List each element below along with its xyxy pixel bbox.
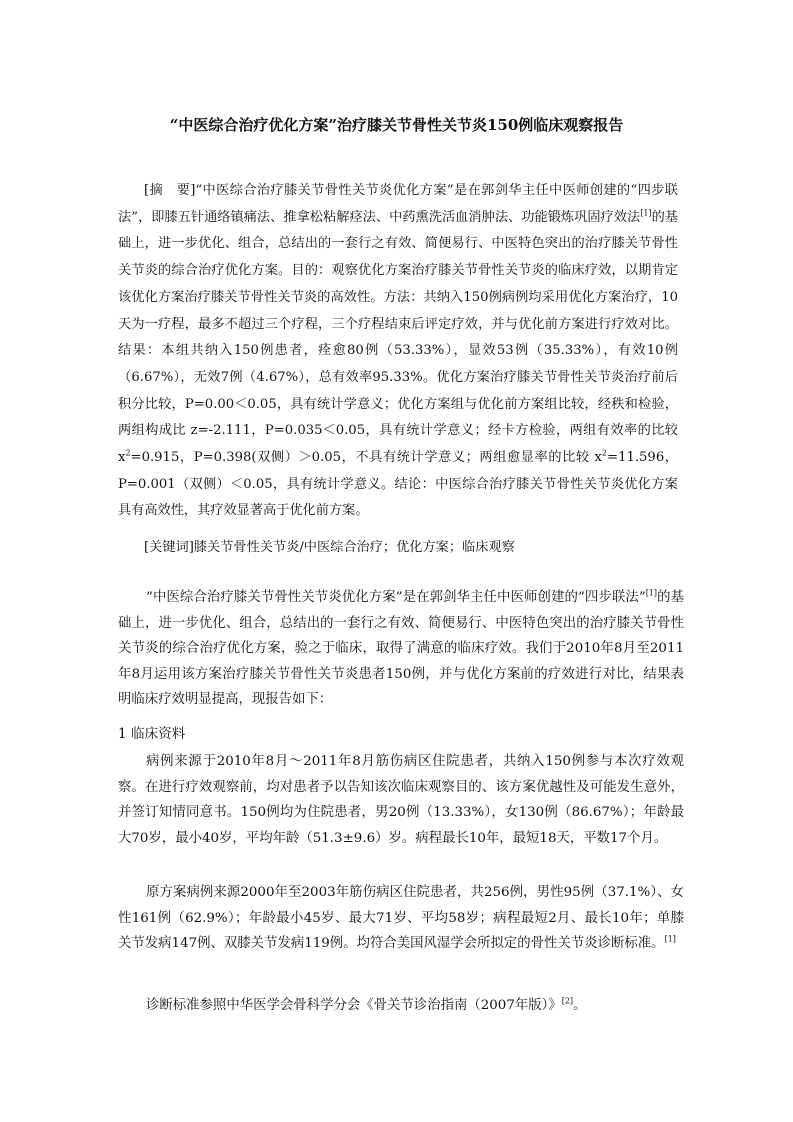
- abstract-sup-1: 2: [125, 448, 131, 458]
- abstract-text-2: 的基础上，进一步优化、组合，总结出的一套行之有效、简便易行、中医特色突出的治疗膝关节骨性关节炎的综合治疗优化方案。目的：观察优化方案治疗膝关节骨性关节炎的临床疗效，以期肯定该优化方案治疗膝关节骨性关节炎的高效性。方法：共纳入150例病例均采用优化方案治疗，10天为一疗程，最多不超过三个疗程，三个疗程结束后评定疗效，并与优化前方案进行疗效对比。结果：本组共纳入150例患者，痊愈80例（53.33%），显效53例（35.33%），有效10例（6.67%），无效7例（4.67%），总有效率95.33%。优化方案治疗膝关节骨性关节炎治疗前后积分比较，P=0.00＜0.05，具有统计学意义；优化方案组与优化前方案组比较，经秩和检验，两组构成比 z=-2.111，P=0.035＜0.05，具有统计学意义；经卡方检验，两组有效率的比较 x: [118, 209, 678, 466]
- diagnosis-ref: [2]: [561, 996, 574, 1006]
- abstract-text-4: =11.596，P=0.001（双侧）＜0.05，具有统计学意义。结论：中医综合治疗膝关节骨性关节炎优化方案具有高效性，其疗效显著高于优化前方案。: [118, 450, 678, 519]
- original-scheme-paragraph: [118, 880, 684, 957]
- intro-text-2: 的基础上，进一步优化、组合，总结出的一套行之有效、简便易行、中医特色突出的治疗膝关节骨性关节炎的综合治疗优化方案，验之于临床，取得了满意的临床疗效。我们于2010年8月至2011年8月运用该方案治疗膝关节骨性关节炎患者150例，并与优化方案前的疗效进行对比，结果表明临床疗效明显提高，现报告如下：: [118, 590, 685, 707]
- intro-text-1: “中医综合治疗膝关节骨性关节炎优化方案”是在郭剑华主任中医师创建的“四步联法”: [146, 590, 646, 605]
- original-scheme-text: 原方案病例来源2000年至2003年筋伤病区住院患者，共256例，男性95例（37.1%）、女性161例（62.9%）；年龄最小45岁、最大71岁、平均58岁；病程最短2月、最长10年；单膝关节发病147例、双膝关节发病119例。均符合美国风湿学会所拟定的骨性关节炎诊断标准。: [118, 885, 684, 951]
- cases-paragraph: 病例来源于2010年8月～2011年8月筋伤病区住院患者，共纳入150例参与本次疗效观察。在进行疗效观察前，均对患者予以告知该次临床观察目的、该方案优越性及可能发生意外，并签订知情同意书。150例均为住院患者，男20例（13.33%），女130例（86.67%）；年龄最大70岁，最小40岁，平均年龄（51.3±9.6）岁。病程最长10年，最短18天，平数17个月。: [118, 754, 684, 846]
- abstract-sup-2: 2: [601, 448, 608, 458]
- section-heading-clinical-data: 1 临床资料: [118, 726, 186, 742]
- intro-paragraph: [118, 585, 684, 713]
- abstract-label: [摘 要]: [144, 183, 196, 198]
- diagnosis-end: 。: [573, 998, 587, 1013]
- keywords: [118, 536, 678, 560]
- intro-ref: [1]: [645, 588, 658, 598]
- abstract-ref-1: [1]: [640, 208, 652, 218]
- abstract-text-1: “中医综合治疗膝关节骨性关节炎优化方案”是在郭剑华主任中医师创建的“四步联法”，即膝五针通络镇痛法、推拿松粘解痉法、中药熏洗活血消肿法、功能锻炼巩固疗效法: [118, 183, 678, 225]
- keywords-label: [关键词]: [144, 540, 194, 555]
- abstract: [118, 178, 678, 525]
- diagnosis-text: 诊断标准参照中华医学会骨科学分会《骨关节诊治指南（2007年版）》: [146, 998, 562, 1013]
- diagnosis-paragraph: [118, 993, 684, 1019]
- original-scheme-ref: [1]: [664, 934, 676, 944]
- keywords-text: 膝关节骨性关节炎/中医综合治疗；优化方案；临床观察: [193, 540, 515, 555]
- page-title: “中医综合治疗优化方案”治疗膝关节骨性关节炎150例临床观察报告: [169, 116, 624, 134]
- abstract-text-3: =0.915，P=0.398(双侧）＞0.05，不具有统计学意义；两组愈显率的比较 x: [130, 450, 602, 466]
